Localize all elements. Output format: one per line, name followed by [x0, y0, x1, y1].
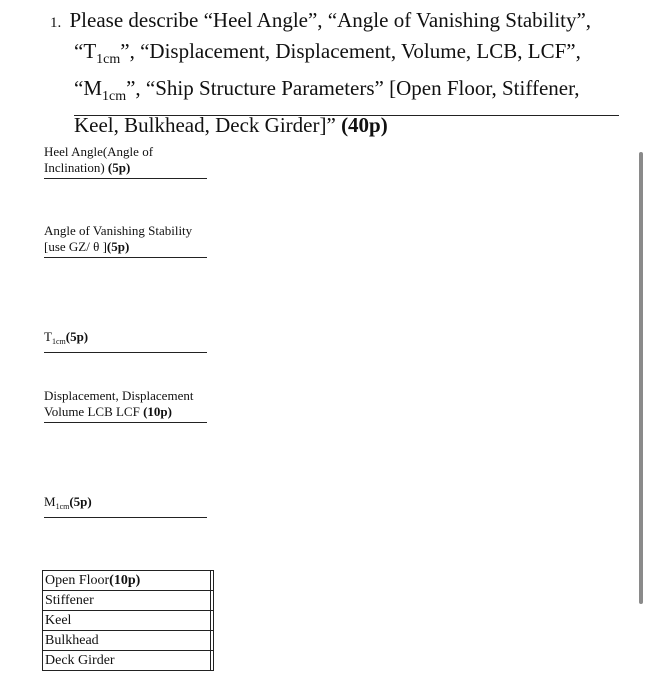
table-edge-cell — [211, 591, 214, 611]
angle-vanishing-stability-item — [44, 223, 207, 258]
t1cm-item — [44, 329, 207, 353]
m1cm-item — [44, 494, 207, 518]
m1cm-symbol: M — [44, 494, 56, 509]
avs-label-2-text: [use GZ/ θ ] — [44, 239, 107, 254]
t1cm-symbol: T — [44, 329, 52, 344]
t1cm-rule — [44, 352, 207, 353]
m1cm-rule — [44, 517, 207, 518]
table-edge-cell — [211, 571, 214, 591]
displacement-points: (10p) — [143, 404, 172, 419]
t1cm-points: (5p) — [65, 329, 89, 344]
heel-angle-label-2 — [44, 160, 207, 176]
m-subscript: 1cm — [102, 89, 127, 104]
displacement-label-2 — [44, 404, 207, 420]
question-line-1-text: Please describe “Heel Angle”, “Angle of Vanishing Stability”, — [69, 8, 592, 32]
m-symbol: “M — [74, 76, 102, 100]
question-line-1 — [50, 6, 620, 37]
question-underline — [74, 115, 619, 116]
open-floor-label: Open Floor — [45, 572, 110, 588]
heel-angle-label-1: Heel Angle(Angle of — [44, 144, 154, 159]
table-edge-cell — [211, 651, 214, 671]
m1cm-label — [44, 494, 207, 515]
deck-girder-cell: Deck Girder — [43, 651, 211, 671]
open-floor-points: (10p) — [109, 572, 141, 588]
avs-label-1: Angle of Vanishing Stability — [44, 223, 193, 238]
table-row — [43, 591, 214, 611]
heel-angle-item — [44, 144, 207, 179]
displacement-label-1: Displacement, Displacement — [44, 388, 194, 403]
question-line-3 — [50, 74, 620, 111]
question-line-3-text: ”, “Ship Structure Parameters” [Open Floor, Stiffener, — [126, 76, 580, 100]
table-row — [43, 631, 214, 651]
bulkhead-cell: Bulkhead — [43, 631, 211, 651]
avs-rule — [44, 257, 207, 258]
stiffener-cell: Stiffener — [43, 591, 211, 611]
table-row — [43, 611, 214, 631]
t1cm-label — [44, 329, 207, 350]
m1cm-points: (5p) — [69, 494, 92, 509]
ship-structure-table — [42, 570, 214, 671]
question-number: 1. — [50, 15, 62, 31]
question-points: (40p) — [341, 113, 388, 137]
displacement-rule — [44, 422, 207, 423]
question-line-2 — [50, 37, 620, 74]
t-subscript: 1cm — [96, 52, 121, 67]
table-edge-cell — [211, 631, 214, 651]
table-row — [43, 571, 214, 591]
heel-angle-label-2-text: Inclination) — [44, 160, 105, 175]
t-symbol: “T — [74, 39, 97, 63]
displacement-item — [44, 388, 207, 423]
question-line-2-text: ”, “Displacement, Displacement, Volume, LCB, LCF”, — [120, 39, 581, 63]
question-line-4-text: Keel, Bulkhead, Deck Girder]” — [74, 113, 336, 137]
heel-angle-points: (5p) — [107, 160, 131, 175]
heel-angle-rule — [44, 178, 207, 179]
avs-points: (5p) — [106, 239, 130, 254]
keel-cell: Keel — [43, 611, 211, 631]
open-floor-cell — [43, 571, 211, 591]
avs-label-2 — [44, 239, 207, 255]
displacement-label-2-text: Volume LCB LCF — [44, 404, 140, 419]
table-edge-cell — [211, 611, 214, 631]
question-text — [50, 6, 620, 139]
m1cm-subscript: 1cm — [55, 502, 70, 511]
table-row — [43, 651, 214, 671]
t1cm-subscript: 1cm — [51, 337, 66, 346]
vertical-scrollbar[interactable] — [639, 152, 643, 604]
